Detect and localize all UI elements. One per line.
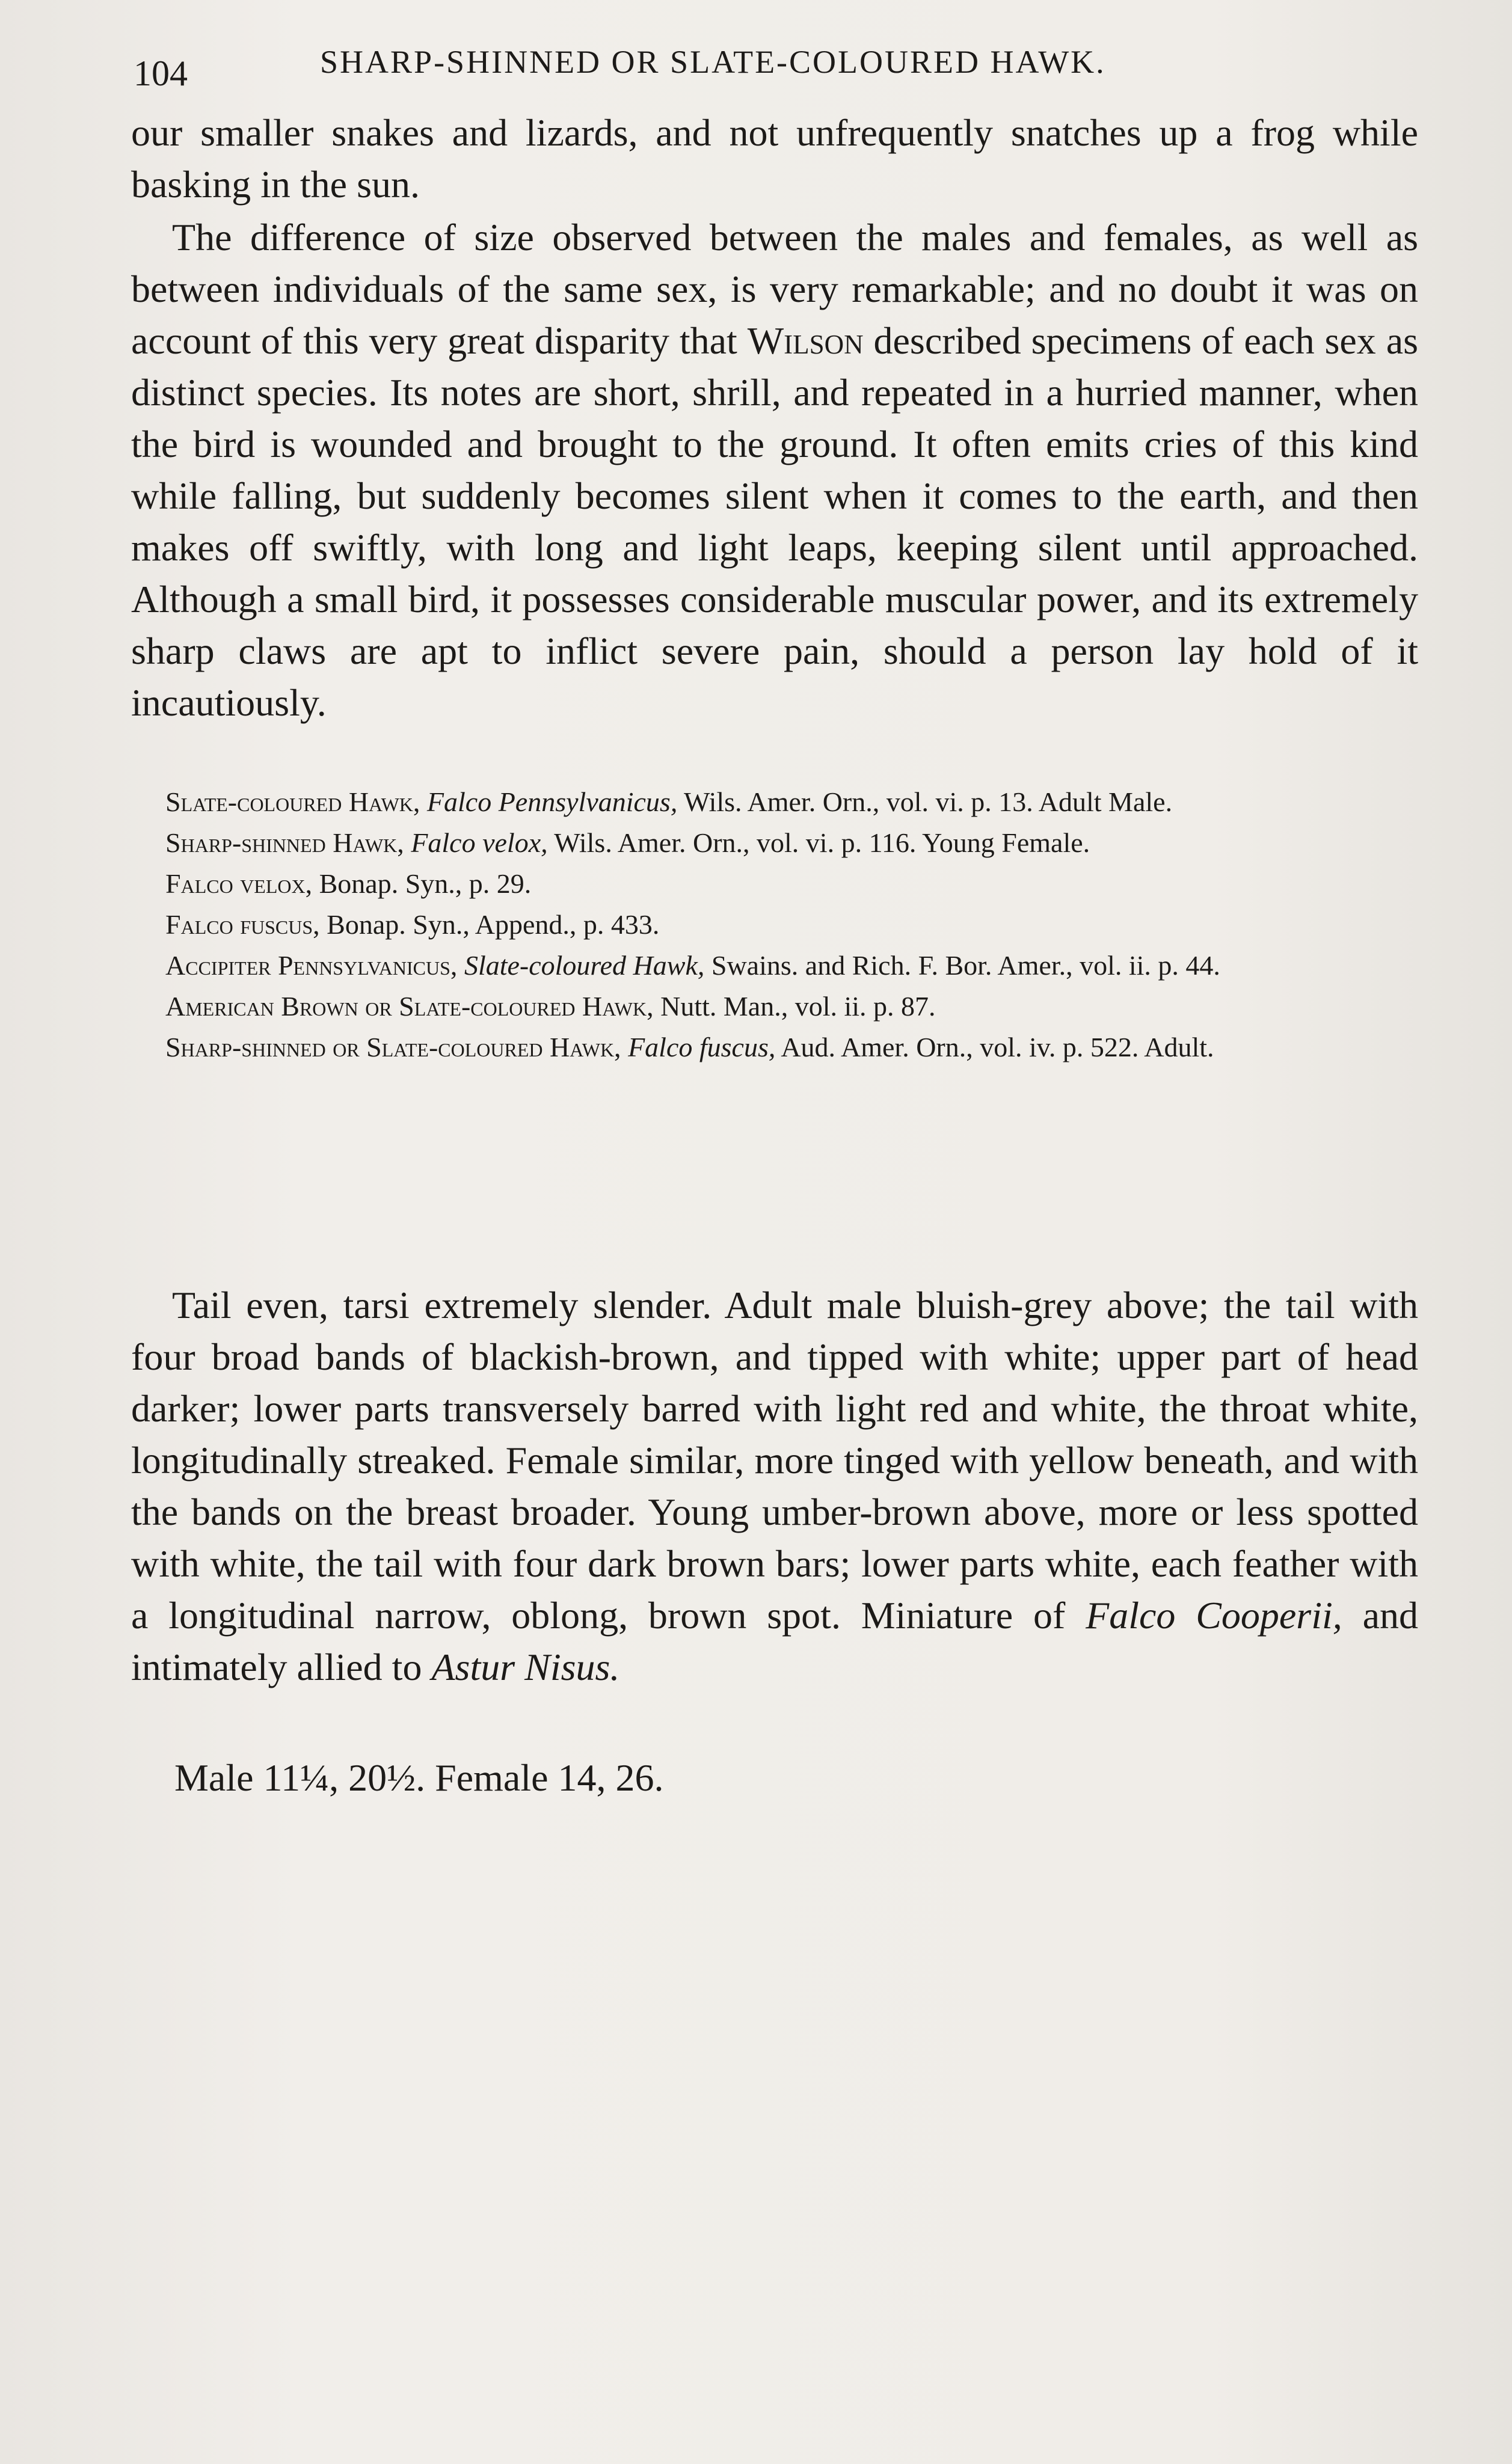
synonymy-references: [165, 782, 1416, 1068]
paragraph-1: [131, 107, 1418, 210]
author-name: Wilson: [747, 319, 864, 362]
measurements: Male 11¼, 20½. Female 14, 26.: [174, 1756, 664, 1799]
reference-entry: Sharp-shinned Hawk, Falco velox, Wils. Amer. Orn., vol. vi. p. 116. Young Female.: [165, 827, 1090, 858]
paragraph-1-text: our smaller snakes and lizards, and not unfrequently snatches up a frog while basking in the sun.: [131, 111, 1418, 206]
paragraph-2-part-2: described specimens of each sex as distinct species. Its notes are short, shrill, and repeated in a hurried manner, when the bird is wounded and brought to the ground. It often emits cries of this kind while falling, but suddenly becomes silent when it comes to the earth, and then makes off swiftly, with long and light leaps, keeping silent until approached. Although a small bird, it possesses considerable muscular power, and its extremely sharp claws are apt to inflict severe pain, should a person lay hold of it incautiously.: [131, 319, 1418, 724]
paragraph-2-part-1: The difference of size observed between the males and females, as well as between individuals of the same sex, is very remarkable; and no doubt it was on account of this very great disparity that: [131, 216, 1418, 362]
paragraph-2: [131, 212, 1418, 729]
reference-entry: Slate-coloured Hawk, Falco Pennsylvanicus, Wils. Amer. Orn., vol. vi. p. 13. Adult Male.: [165, 786, 1173, 817]
page-header: [134, 31, 1228, 97]
species-name-cooperii: Falco Cooperii,: [1086, 1594, 1342, 1637]
page-number: 104: [134, 54, 188, 93]
reference-entry: Accipiter Pennsylvanicus, Slate-coloured Hawk, Swains. and Rich. F. Bor. Amer., vol. ii. p. 44.: [165, 950, 1220, 981]
reference-entry: American Brown or Slate-coloured Hawk, Nutt. Man., vol. ii. p. 87.: [165, 991, 936, 1022]
species-name-astur-nisus: Astur Nisus.: [431, 1646, 620, 1688]
reference-entry: Falco fuscus, Bonap. Syn., Append., p. 433.: [165, 909, 660, 940]
reference-entry: Falco velox, Bonap. Syn., p. 29.: [165, 868, 532, 899]
running-title: SHARP-SHINNED OR SLATE-COLOURED HAWK.: [320, 44, 1106, 80]
species-description: [131, 1280, 1418, 1693]
description-part-2: and intimately allied to: [131, 1594, 1419, 1688]
reference-entry: Sharp-shinned or Slate-coloured Hawk, Falco fuscus, Aud. Amer. Orn., vol. iv. p. 522. Adult.: [165, 1032, 1214, 1062]
description-part-1: Tail even, tarsi extremely slender. Adult male bluish-grey above; the tail with four broad bands of blackish-brown, and tipped with white; upper part of head darker; lower parts transversely barred with light red and white, the throat white, longitudinally streaked. Female similar, more tinged with yellow beneath, and with the bands on the breast broader. Young umber-brown above, more or less spotted with white, the tail with four dark brown bars; lower parts white, each feather with a longitudinal narrow, oblong, brown spot. Miniature of: [131, 1284, 1418, 1637]
